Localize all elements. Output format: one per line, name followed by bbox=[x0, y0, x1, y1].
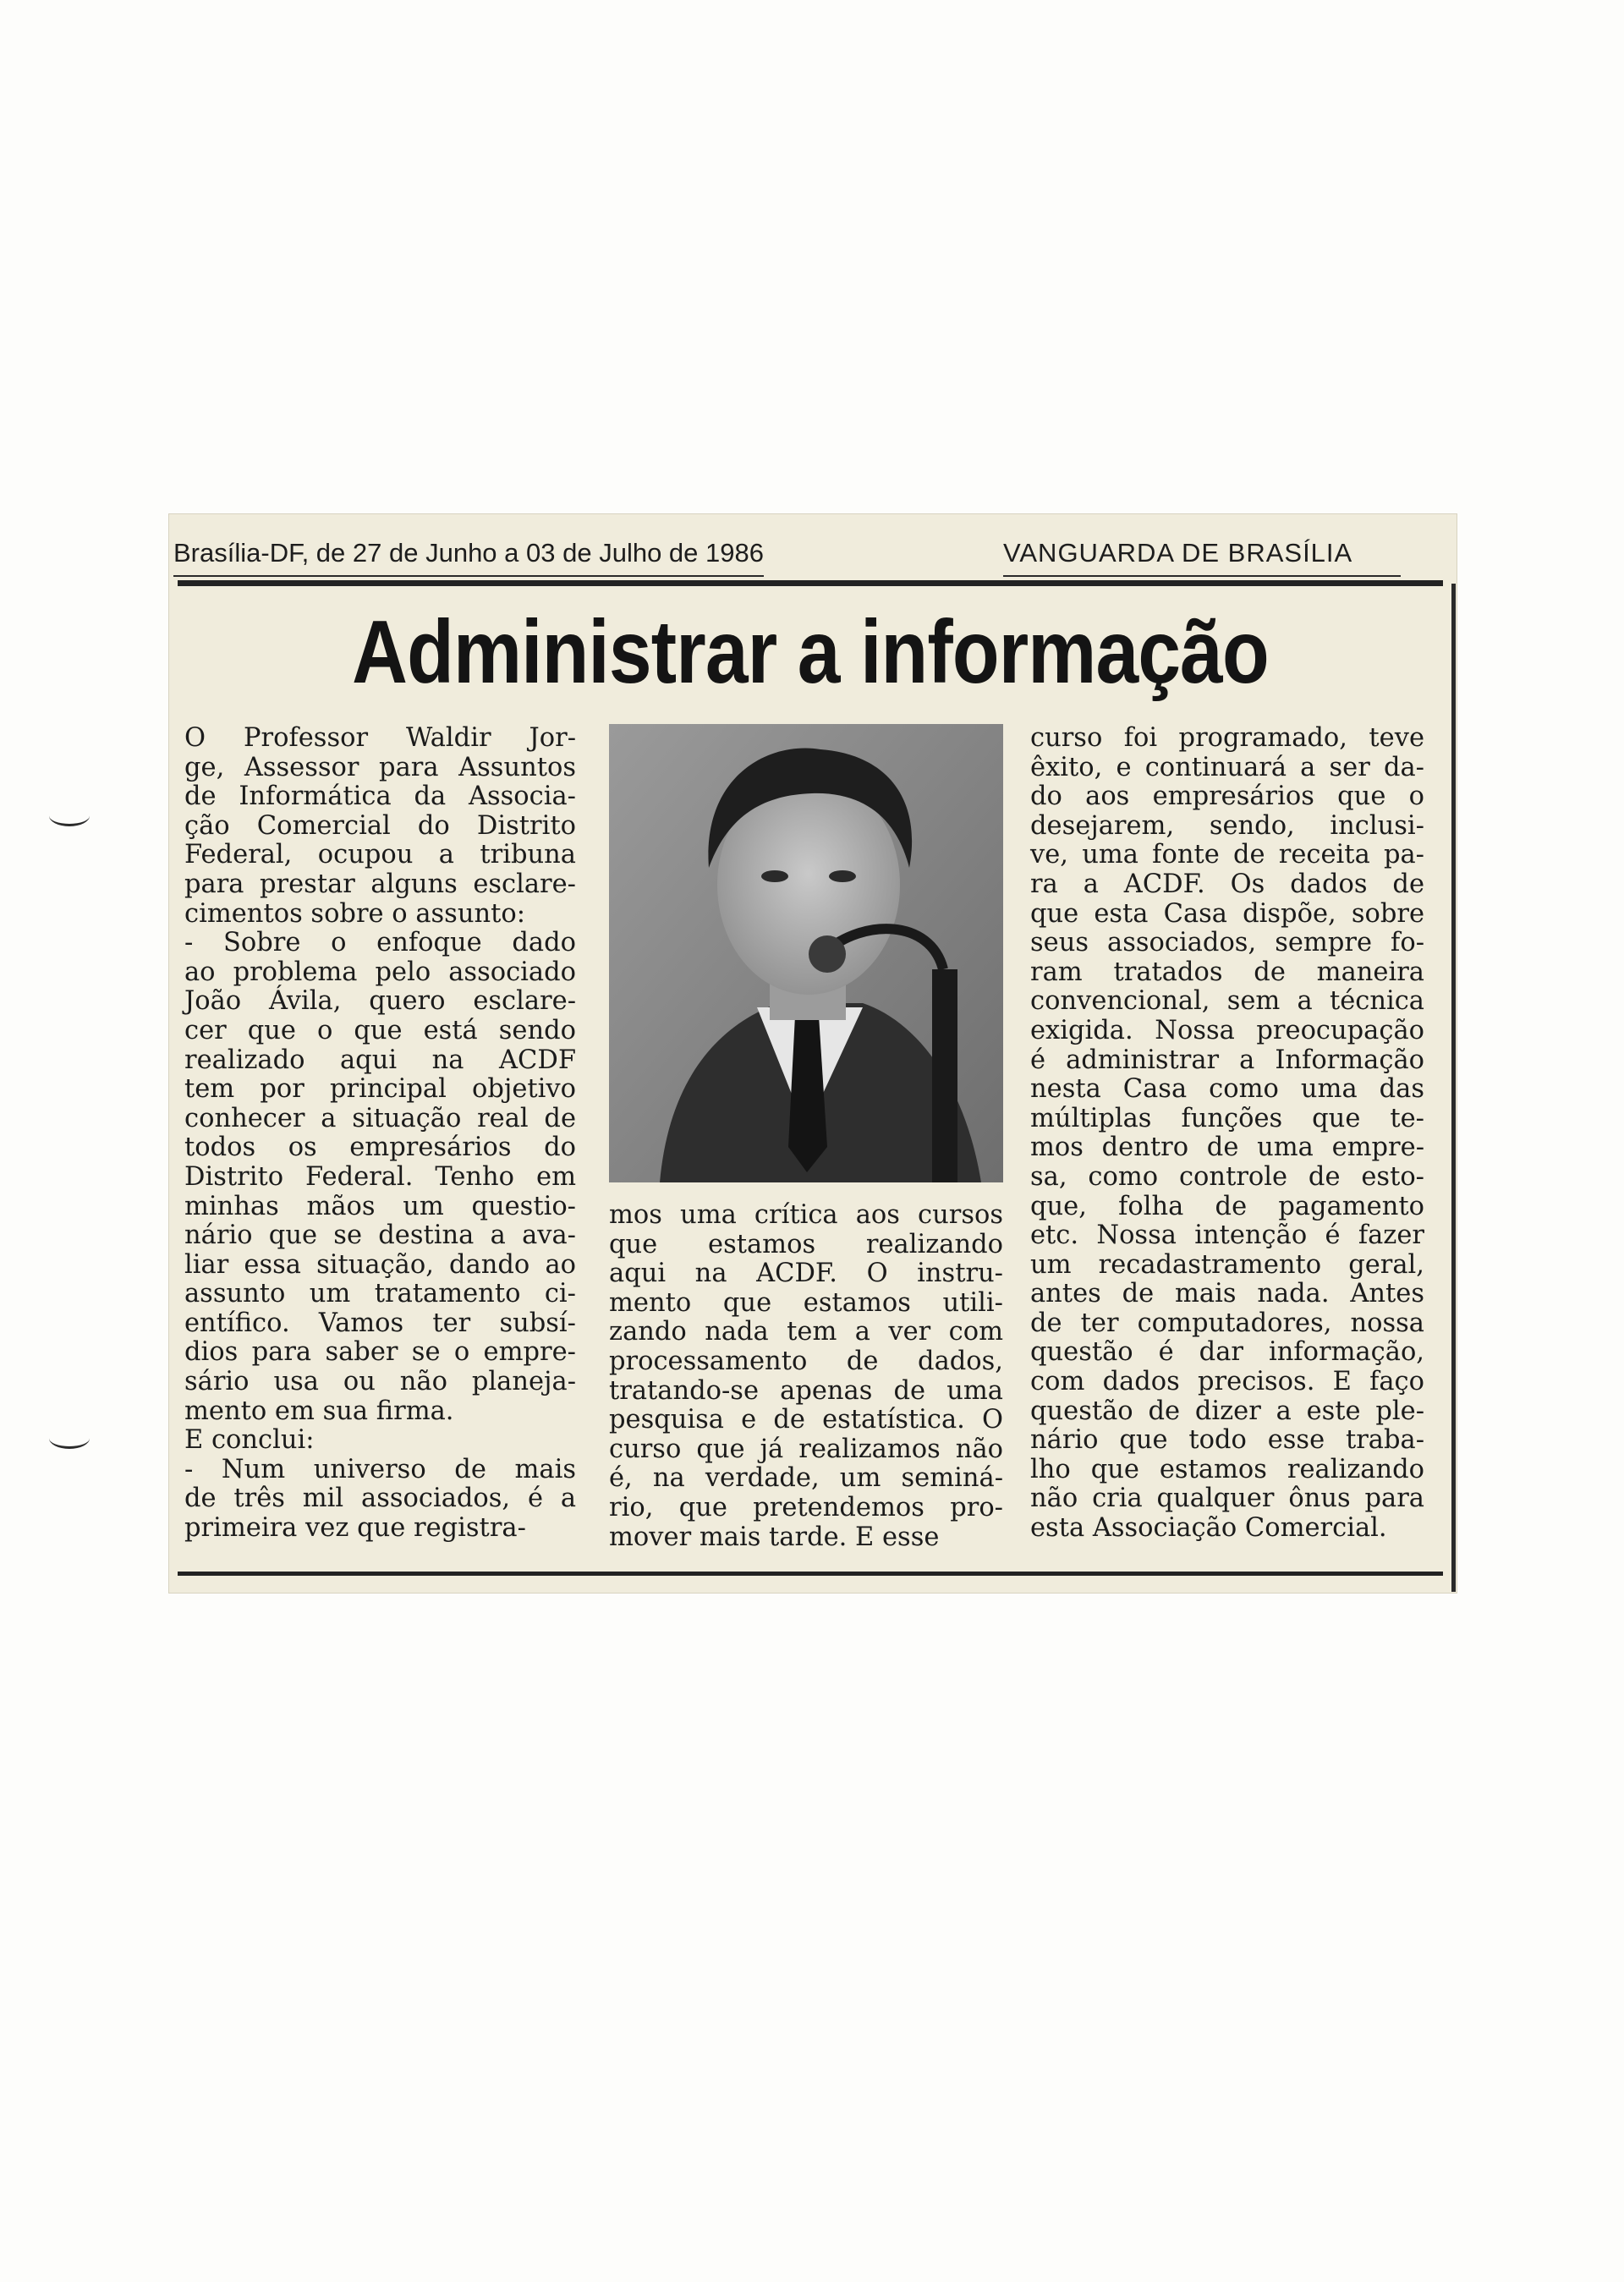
article-line: não cria qualquer ônus para bbox=[1030, 1484, 1424, 1514]
article-line: antes de mais nada. Antes bbox=[1030, 1279, 1424, 1309]
article-line: lho que estamos realizando bbox=[1030, 1454, 1424, 1484]
punch-hole-mark-lower bbox=[49, 1428, 90, 1449]
article-line: mos uma crítica aos cursos bbox=[609, 1200, 1003, 1230]
article-line: um recadastramento geral, bbox=[1030, 1249, 1424, 1280]
article-line: que, folha de pagamento bbox=[1030, 1191, 1424, 1221]
article-line: E conclui: bbox=[184, 1425, 315, 1456]
top-rule bbox=[178, 580, 1443, 586]
article-line: nário que se destina a ava- bbox=[184, 1221, 576, 1251]
article-line: Distrito Federal. Tenho em bbox=[184, 1161, 576, 1192]
article-line: é, na verdade, um seminá- bbox=[609, 1463, 1003, 1494]
article-line: minhas mãos um questio- bbox=[184, 1191, 576, 1221]
article-column-1 bbox=[184, 724, 576, 1544]
article-line: múltiplas funções que te- bbox=[1030, 1103, 1424, 1133]
article-line: sário usa ou não planeja- bbox=[184, 1367, 576, 1397]
clipping-edge-rule bbox=[1451, 584, 1456, 1592]
article-line: de Informática da Associa- bbox=[184, 782, 576, 812]
speaker-photo-illustration bbox=[609, 724, 1003, 1182]
article-line: conhecer a situação real de bbox=[184, 1103, 576, 1133]
article-line: exigida. Nossa preocupação bbox=[1030, 1015, 1424, 1045]
speaker-photo bbox=[609, 724, 1003, 1182]
article-line: João Ávila, quero esclare- bbox=[184, 986, 576, 1017]
punch-hole-mark-upper bbox=[49, 805, 90, 826]
article-line: - Sobre o enfoque dado bbox=[184, 928, 576, 958]
article-line: pesquisa e de estatística. O bbox=[609, 1405, 1003, 1435]
article-line: do aos empresários que o bbox=[1030, 782, 1424, 812]
article-line: dios para saber se o empre- bbox=[184, 1337, 576, 1368]
article-line: que estamos realizando bbox=[609, 1229, 1003, 1259]
article-line: aqui na ACDF. O instru- bbox=[609, 1259, 1003, 1289]
article-line: cer que o que está sendo bbox=[184, 1015, 576, 1045]
article-line: primeira vez que registra- bbox=[184, 1513, 526, 1544]
article-line: ge, Assessor para Assuntos bbox=[184, 752, 576, 782]
dateline: Brasília-DF, de 27 de Junho a 03 de Julho de 1986 bbox=[173, 538, 764, 577]
article-line: todos os empresários do bbox=[184, 1133, 576, 1163]
article-line: que esta Casa dispõe, sobre bbox=[1030, 898, 1424, 929]
article-line: êxito, e continuará a ser da- bbox=[1030, 752, 1424, 782]
article-line: - Num universo de mais bbox=[184, 1454, 576, 1484]
article-line: mento em sua firma. bbox=[184, 1396, 454, 1426]
article-column-2 bbox=[609, 1201, 1003, 1552]
article-line: mover mais tarde. E esse bbox=[609, 1522, 940, 1552]
article-line: curso foi programado, teve bbox=[1030, 723, 1424, 753]
article-line: convencional, sem a técnica bbox=[1030, 986, 1424, 1017]
article-line: tem por principal objetivo bbox=[184, 1074, 576, 1105]
article-line: processamento de dados, bbox=[609, 1346, 1003, 1376]
article-line: etc. Nossa intenção é fazer bbox=[1030, 1221, 1424, 1251]
article-line: sa, como controle de esto- bbox=[1030, 1161, 1424, 1192]
article-line: mos dentro de uma empre- bbox=[1030, 1133, 1424, 1163]
article-line: curso que já realizamos não bbox=[609, 1434, 1003, 1464]
article-line: rio, que pretendemos pro- bbox=[609, 1492, 1003, 1522]
article-line: ram tratados de maneira bbox=[1030, 957, 1424, 987]
article-line: para prestar alguns esclare- bbox=[184, 869, 576, 899]
article-line: entífico. Vamos ter subsí- bbox=[184, 1308, 576, 1338]
article-line: zando nada tem a ver com bbox=[609, 1317, 1003, 1347]
article-line: seus associados, sempre fo- bbox=[1030, 928, 1424, 958]
article-line: desejarem, sendo, inclusi- bbox=[1030, 810, 1424, 841]
article-column-3 bbox=[1030, 724, 1424, 1544]
article-line: tratando-se apenas de uma bbox=[609, 1375, 1003, 1406]
publication-name: VANGUARDA DE BRASÍLIA bbox=[1003, 538, 1401, 577]
headline: Administrar a informação bbox=[352, 602, 1269, 702]
article-line: O Professor Waldir Jor- bbox=[184, 723, 576, 753]
article-line: é administrar a Informação bbox=[1030, 1045, 1424, 1075]
article-line: ve, uma fonte de receita pa- bbox=[1030, 840, 1424, 870]
article-line: de três mil associados, é a bbox=[184, 1484, 576, 1514]
article-line: mento que estamos utili- bbox=[609, 1287, 1003, 1318]
article-line: questão de dizer a este ple- bbox=[1030, 1396, 1424, 1426]
bottom-rule bbox=[178, 1572, 1443, 1576]
article-line: ra a ACDF. Os dados de bbox=[1030, 869, 1424, 899]
article-line: cimentos sobre o assunto: bbox=[184, 898, 526, 929]
article-line: Federal, ocupou a tribuna bbox=[184, 840, 576, 870]
article-line: nário que todo esse traba- bbox=[1030, 1425, 1424, 1456]
article-line: esta Associação Comercial. bbox=[1030, 1513, 1387, 1544]
article-line: com dados precisos. E faço bbox=[1030, 1367, 1424, 1397]
article-line: de ter computadores, nossa bbox=[1030, 1308, 1424, 1338]
article-line: nesta Casa como uma das bbox=[1030, 1074, 1424, 1105]
article-line: questão é dar informação, bbox=[1030, 1337, 1424, 1368]
article-line: ção Comercial do Distrito bbox=[184, 810, 576, 841]
article-line: liar essa situação, dando ao bbox=[184, 1249, 576, 1280]
article-line: ao problema pelo associado bbox=[184, 957, 576, 987]
article-line: realizado aqui na ACDF bbox=[184, 1045, 576, 1075]
article-line: assunto um tratamento ci- bbox=[184, 1279, 576, 1309]
